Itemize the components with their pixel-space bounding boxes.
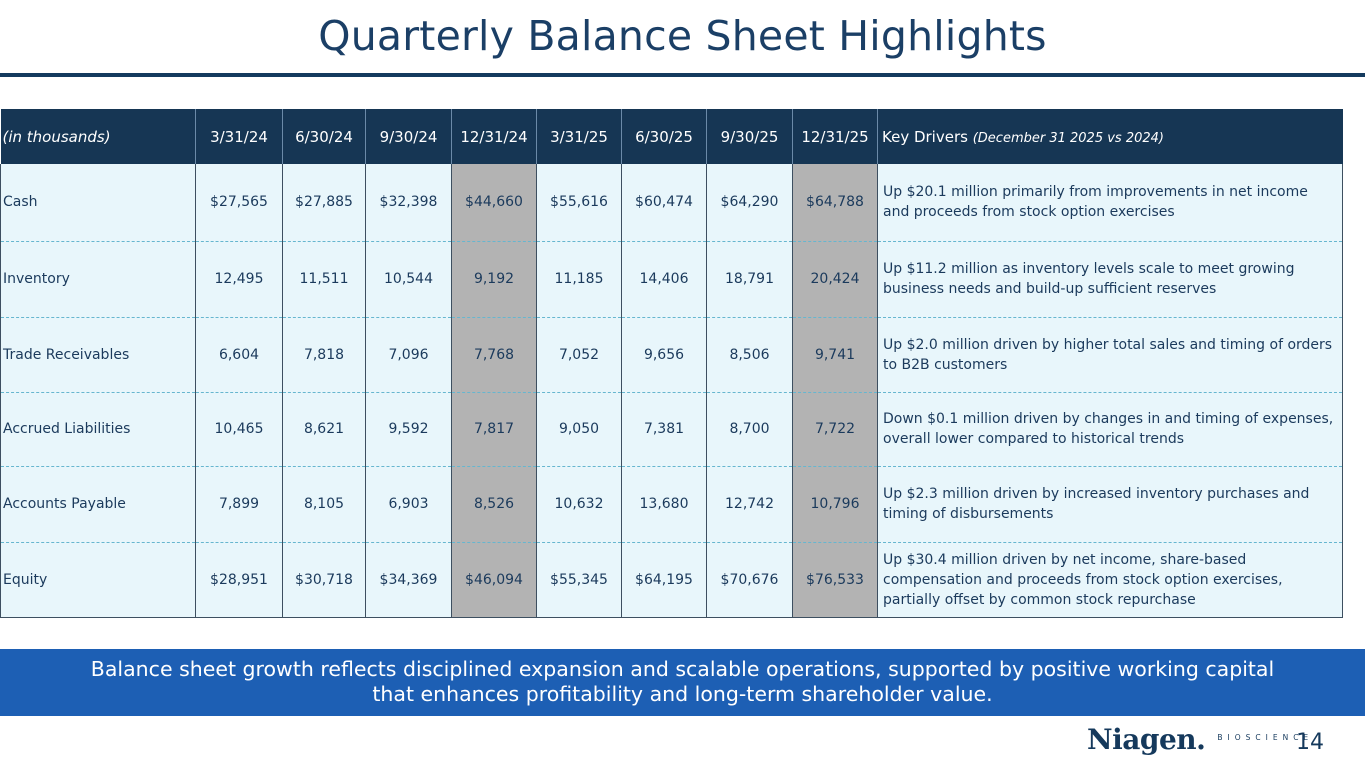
callout-line: that enhances profitability and long-term shareholder value.	[372, 682, 993, 706]
row-label: Trade Receivables	[1, 317, 196, 392]
table-cell: 7,096	[366, 317, 452, 392]
table-cell: $55,345	[537, 542, 622, 617]
table-cell-highlighted: $64,788	[793, 164, 878, 241]
period-header: 9/30/25	[707, 109, 793, 164]
table-cell: 8,105	[283, 466, 366, 542]
period-header: 3/31/24	[196, 109, 283, 164]
row-label: Equity	[1, 542, 196, 617]
unit-label-header: (in thousands)	[1, 109, 196, 164]
callout-line: Balance sheet growth reflects disciplined expansion and scalable operations, supported by positive working capital	[90, 657, 1275, 681]
table-cell: 7,381	[622, 392, 707, 466]
table-cell: 18,791	[707, 241, 793, 317]
table-cell-highlighted: $44,660	[452, 164, 537, 241]
key-driver-text: Up $20.1 million primarily from improvements in net income and proceeds from stock option exercises	[878, 164, 1343, 241]
table-row	[1, 317, 1343, 392]
table-cell: 8,700	[707, 392, 793, 466]
key-driver-text: Up $2.3 million driven by increased inventory purchases and timing of disbursements	[878, 466, 1343, 542]
table-row	[1, 542, 1343, 617]
table-cell-highlighted: 20,424	[793, 241, 878, 317]
header-row	[1, 109, 1343, 164]
row-label: Cash	[1, 164, 196, 241]
table-row	[1, 241, 1343, 317]
table-cell: 10,632	[537, 466, 622, 542]
table-cell: $60,474	[622, 164, 707, 241]
table-cell: 9,050	[537, 392, 622, 466]
table-cell: 10,544	[366, 241, 452, 317]
table-cell: 11,185	[537, 241, 622, 317]
period-header: 12/31/24	[452, 109, 537, 164]
row-label: Accrued Liabilities	[1, 392, 196, 466]
table-cell: 7,052	[537, 317, 622, 392]
table-cell: $28,951	[196, 542, 283, 617]
table-cell: 9,592	[366, 392, 452, 466]
table-cell-highlighted: 7,817	[452, 392, 537, 466]
table-cell-highlighted: 9,741	[793, 317, 878, 392]
table-cell: $27,565	[196, 164, 283, 241]
table-cell: 9,656	[622, 317, 707, 392]
table-cell: 8,621	[283, 392, 366, 466]
table-cell: 12,495	[196, 241, 283, 317]
table-cell: 6,604	[196, 317, 283, 392]
table-cell: $30,718	[283, 542, 366, 617]
table-cell-highlighted: 7,722	[793, 392, 878, 466]
period-header: 3/31/25	[537, 109, 622, 164]
summary-callout	[0, 649, 1365, 716]
table-cell: 14,406	[622, 241, 707, 317]
table-cell: 13,680	[622, 466, 707, 542]
table-cell-highlighted: 10,796	[793, 466, 878, 542]
table-cell: 10,465	[196, 392, 283, 466]
period-header: 6/30/24	[283, 109, 366, 164]
page-number: 14	[1296, 730, 1324, 755]
key-driver-text: Up $30.4 million driven by net income, share-based compensation and proceeds from stock option exercises, partially offset by common stock repurchase	[878, 542, 1343, 617]
table-cell: $34,369	[366, 542, 452, 617]
table-cell: 7,899	[196, 466, 283, 542]
table-cell-highlighted: $76,533	[793, 542, 878, 617]
key-drivers-title: Key Drivers	[882, 127, 968, 146]
table-cell: $64,195	[622, 542, 707, 617]
key-driver-text: Down $0.1 million driven by changes in and timing of expenses, overall lower compared to historical trends	[878, 392, 1343, 466]
key-drivers-subtitle: (December 31 2025 vs 2024)	[972, 130, 1164, 146]
key-driver-text: Up $2.0 million driven by higher total sales and timing of orders to B2B customers	[878, 317, 1343, 392]
table-row	[1, 164, 1343, 241]
key-driver-text: Up $11.2 million as inventory levels scale to meet growing business needs and build-up sufficient reserves	[878, 241, 1343, 317]
table-cell-highlighted: 9,192	[452, 241, 537, 317]
row-label: Accounts Payable	[1, 466, 196, 542]
table-cell: 7,818	[283, 317, 366, 392]
row-label: Inventory	[1, 241, 196, 317]
page-title: Quarterly Balance Sheet Highlights	[318, 12, 1047, 60]
table-row	[1, 466, 1343, 542]
title-divider	[0, 73, 1365, 77]
table-cell-highlighted: 7,768	[452, 317, 537, 392]
period-header: 9/30/24	[366, 109, 452, 164]
table-cell-highlighted: $46,094	[452, 542, 537, 617]
table-cell: $70,676	[707, 542, 793, 617]
table-cell: $27,885	[283, 164, 366, 241]
niagen-logo	[1087, 723, 1313, 759]
period-header: 6/30/25	[622, 109, 707, 164]
table-cell: 8,506	[707, 317, 793, 392]
table-cell: 12,742	[707, 466, 793, 542]
balance-sheet-table	[0, 109, 1343, 618]
table-cell-highlighted: 8,526	[452, 466, 537, 542]
logo-subtitle: BIOSCIENCE	[1217, 733, 1314, 742]
table-cell: $32,398	[366, 164, 452, 241]
period-header: 12/31/25	[793, 109, 878, 164]
table-cell: $64,290	[707, 164, 793, 241]
key-drivers-header	[878, 109, 1343, 164]
logo-wordmark: Niagen.	[1087, 723, 1206, 756]
table-row	[1, 392, 1343, 466]
table-cell: 11,511	[283, 241, 366, 317]
table-cell: $55,616	[537, 164, 622, 241]
table-cell: 6,903	[366, 466, 452, 542]
